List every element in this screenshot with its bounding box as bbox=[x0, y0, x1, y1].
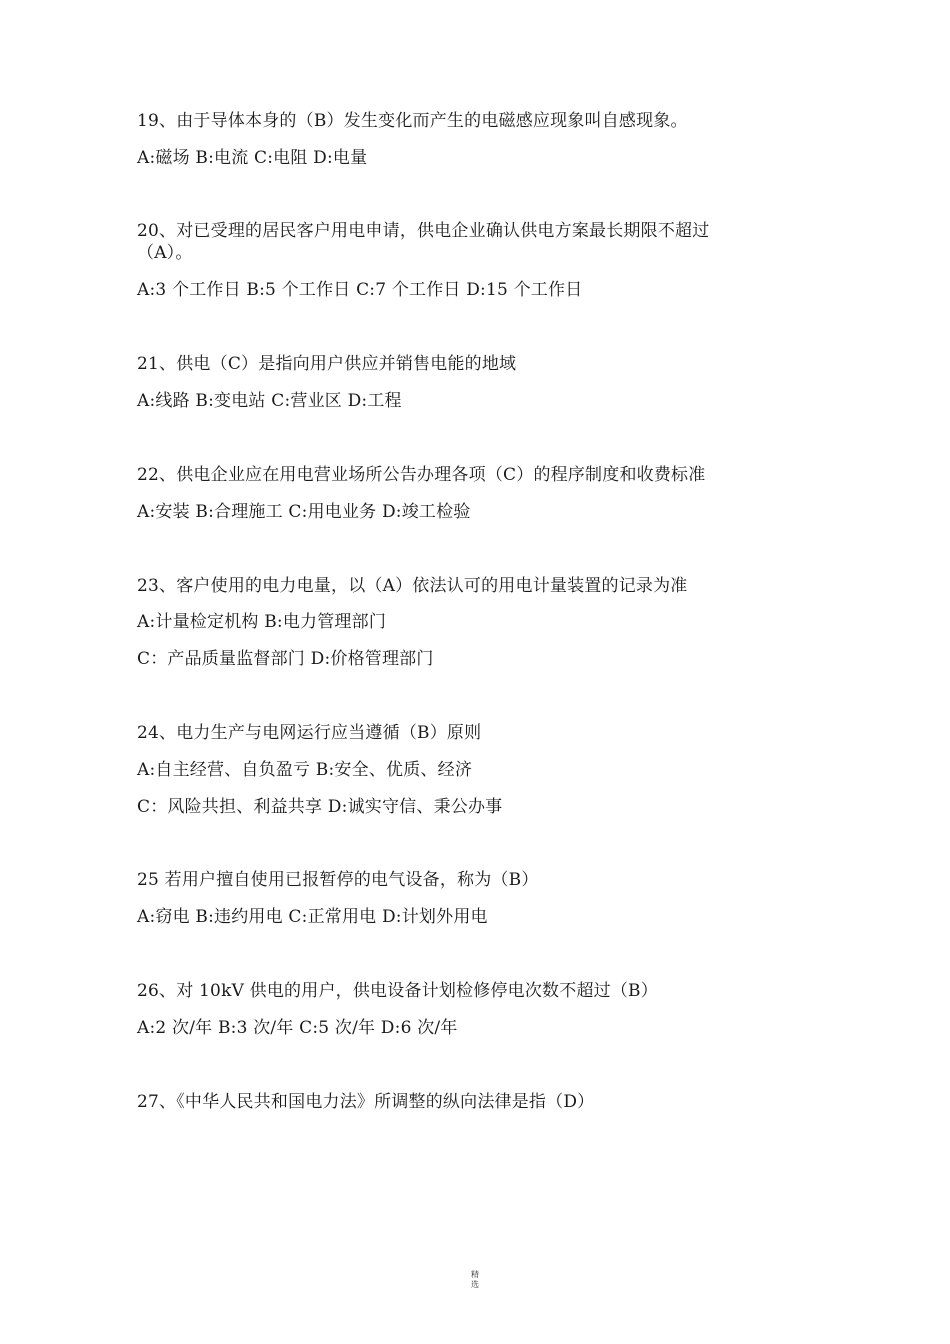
question-27-text: 27、《中华人民共和国电力法》所调整的纵向法律是指（D） bbox=[137, 1092, 595, 1112]
question-23-text: 23、客户使用的电力电量，以（A）依法认可的用电计量装置的记录为准 bbox=[137, 576, 688, 596]
question-20-text: 20、对已受理的居民客户用电申请，供电企业确认供电方案最长期限不超过 bbox=[137, 221, 710, 241]
question-25-options: A:窃电 B:违约用电 C:正常用电 D:计划外用电 bbox=[137, 907, 488, 927]
question-24-options-2: C：风险共担、利益共享 D:诚实守信、秉公办事 bbox=[137, 797, 503, 817]
question-26-text: 26、对 10kV 供电的用户，供电设备计划检修停电次数不超过（B） bbox=[137, 981, 658, 1001]
question-21-text: 21、供电（C）是指向用户供应并销售电能的地域 bbox=[137, 354, 517, 374]
question-21-options: A:线路 B:变电站 C:营业区 D:工程 bbox=[137, 391, 402, 411]
question-25-text: 25 若用户擅自使用已报暂停的电气设备，称为（B） bbox=[137, 870, 539, 890]
question-19-text: 19、由于导体本身的（B）发生变化而产生的电磁感应现象叫自感现象。 bbox=[137, 111, 688, 131]
question-23-options-2: C：产品质量监督部门 D:价格管理部门 bbox=[137, 649, 434, 669]
question-19-options: A:磁场 B:电流 C:电阻 D:电量 bbox=[137, 148, 368, 168]
question-23-options-1: A:计量检定机构 B:电力管理部门 bbox=[137, 612, 387, 632]
question-20-text-cont: （A）。 bbox=[137, 243, 193, 263]
question-24-options-1: A:自主经营、自负盈亏 B:安全、优质、经济 bbox=[137, 760, 473, 780]
question-22-text: 22、供电企业应在用电营业场所公告办理各项（C）的程序制度和收费标准 bbox=[137, 465, 706, 485]
question-20-options: A:3 个工作日 B:5 个工作日 C:7 个工作日 D:15 个工作日 bbox=[137, 280, 583, 300]
question-24-text: 24、电力生产与电网运行应当遵循（B）原则 bbox=[137, 723, 482, 743]
footer-mark-line2: 选 bbox=[471, 1280, 479, 1289]
question-22-options: A:安装 B:合理施工 C:用电业务 D:竣工检验 bbox=[137, 502, 471, 522]
footer-mark-line1: 精 bbox=[471, 1270, 479, 1279]
question-26-options: A:2 次/年 B:3 次/年 C:5 次/年 D:6 次/年 bbox=[137, 1018, 458, 1038]
